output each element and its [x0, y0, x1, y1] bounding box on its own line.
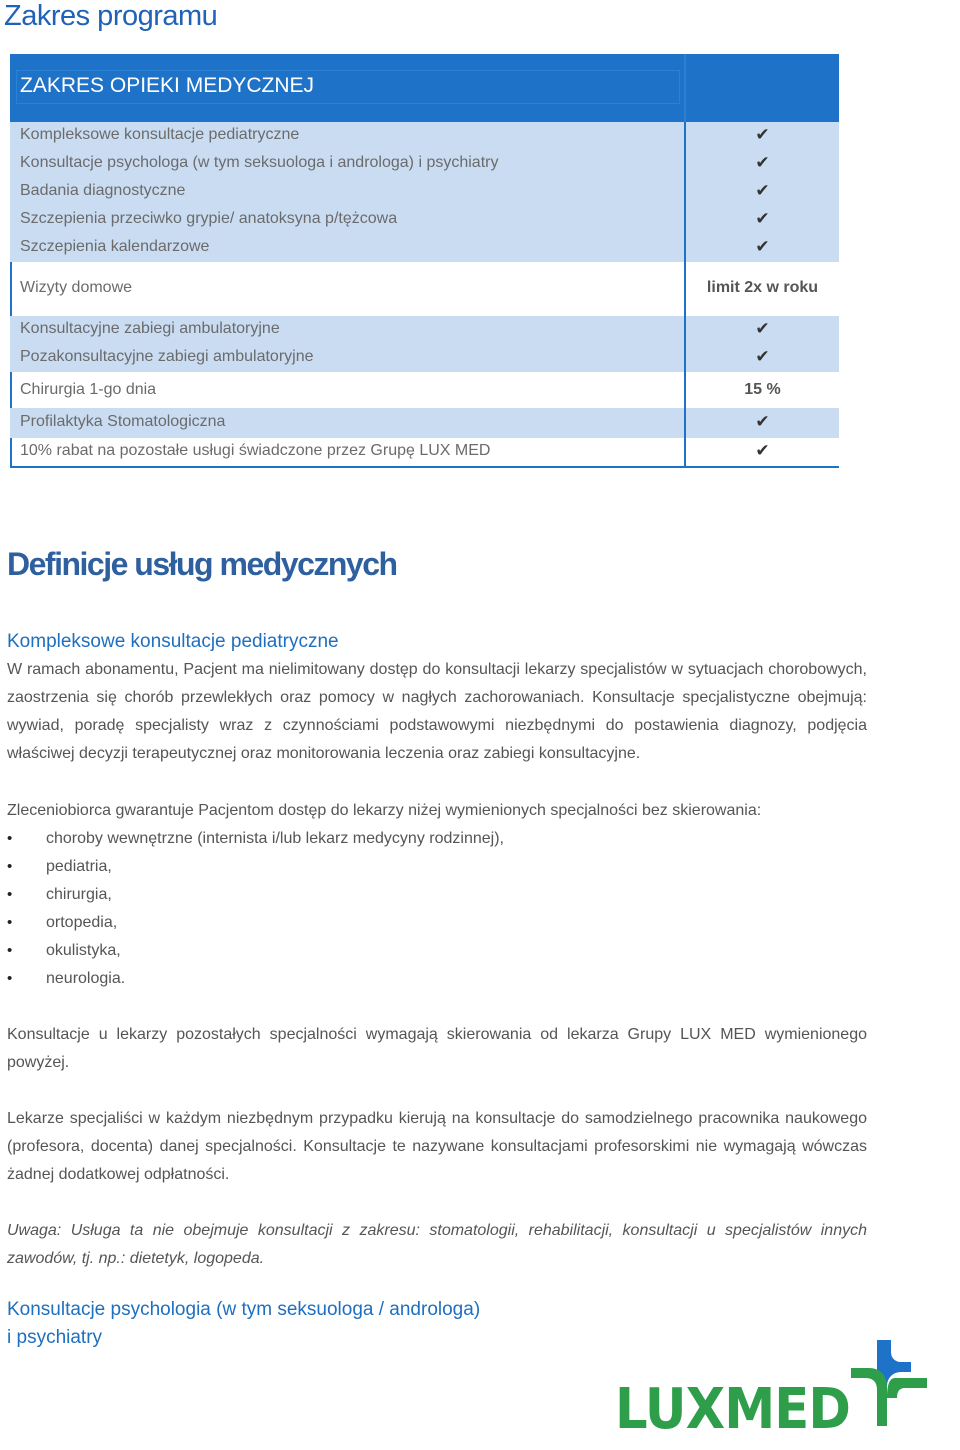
row-value: 15 % [744, 381, 781, 398]
list-item: • okulistyka, [7, 937, 504, 965]
list-item: • pediatria, [7, 853, 504, 881]
table-row [10, 122, 839, 150]
table-header-title: ZAKRES OPIEKI MEDYCZNEJ [20, 74, 315, 97]
list-item: • chirurgia, [7, 881, 504, 909]
table-row [10, 206, 839, 234]
page-title: Zakres programu [4, 0, 218, 32]
table-row [10, 344, 839, 372]
row-label: Konsultacyjne zabiegi ambulatoryjne [20, 320, 280, 337]
paragraph: Konsultacje u lekarzy pozostałych specjalności wymagają skierowania od lekarza Grupy LUX MED wymienionego powyżej. [7, 1026, 867, 1071]
check-icon: ✔ [755, 181, 770, 200]
subsection-title: Kompleksowe konsultacje pediatryczne [7, 631, 339, 652]
subsection-title-line: i psychiatry [7, 1327, 103, 1348]
table-row [10, 234, 839, 262]
table-row [10, 178, 839, 206]
subsection-title-line: Konsultacje psychologia (w tym seksuologa / androloga) [7, 1299, 481, 1320]
coverage-table [10, 54, 839, 468]
row-label: Szczepienia przeciwko grypie/ anatoksyna p/tężcowa [20, 210, 398, 227]
table-row [10, 372, 839, 408]
row-value: limit 2x w roku [706, 279, 819, 296]
check-icon: ✔ [755, 153, 770, 172]
row-label: Szczepienia kalendarzowe [20, 238, 210, 255]
row-label: Konsultacje psychologa (w tym seksuologa i androloga) i psychiatry [20, 154, 499, 171]
check-icon: ✔ [755, 347, 770, 366]
check-icon: ✔ [755, 441, 770, 460]
row-label: Badania diagnostyczne [20, 182, 186, 199]
cross-icon [851, 1340, 927, 1426]
subsection-title [7, 1296, 480, 1352]
table-header [10, 54, 839, 122]
row-label: 10% rabat na pozostałe usługi świadczone przez Grupę LUX MED [20, 442, 491, 459]
table-row [10, 262, 839, 316]
note: Uwaga: Usługa ta nie obejmuje konsultacji z zakresu: stomatologii, rehabilitacji, konsultacji u specjalistów innych zawodów, tj. np.: dietetyk, logopeda. [7, 1222, 867, 1267]
table-row [10, 150, 839, 178]
row-label: Chirurgia 1-go dnia [20, 381, 157, 398]
check-icon: ✔ [755, 319, 770, 338]
row-label: Wizyty domowe [20, 279, 133, 296]
row-label: Kompleksowe konsultacje pediatryczne [20, 126, 300, 143]
check-icon: ✔ [755, 237, 770, 256]
row-label: Pozakonsultacyjne zabiegi ambulatoryjne [20, 348, 314, 365]
column-divider [684, 122, 686, 468]
logo-text: LUXMED [615, 1377, 850, 1438]
paragraph: Zleceniobiorca gwarantuje Pacjentom dostęp do lekarzy niżej wymienionych specjalności bez skierowania: [7, 802, 762, 819]
paragraph: W ramach abonamentu, Pacjent ma nielimitowany dostęp do konsultacji lekarzy specjalistów w sytuacjach chorobowych, zaostrzenia się chorób przewlekłych oraz pomocy w nagłych zachorowaniach. Konsultacje specjalistyczne obejmują: wywiad, poradę specjalisty wraz z czynnościami podstawowymi niezbędnymi do postawienia diagnozy, podjęcia właściwej decyzji terapeutycznej oraz monitorowania leczenia oraz zabiegi konsultacyjne. [7, 661, 867, 762]
table-row [10, 316, 839, 344]
paragraph: Lekarze specjaliści w każdym niezbędnym przypadku kierują na konsultacje do samodzielnego pracownika naukowego (profesora, docenta) danej specjalności. Konsultacje te nazywane konsultacjami profesorskimi nie wymagają wówczas żadnej dodatkowej odpłatności. [7, 1110, 867, 1183]
table-header-divider [684, 54, 686, 122]
list-item: • neurologia. [7, 965, 504, 993]
list-item: • ortopedia, [7, 909, 504, 937]
check-icon: ✔ [755, 412, 770, 431]
section-heading: Definicje usług medycznych [7, 546, 397, 582]
table-row [10, 408, 839, 438]
luxmed-logo-graphic [615, 1338, 930, 1438]
check-icon: ✔ [755, 125, 770, 144]
list-item: • choroby wewnętrzne (internista i/lub lekarz medycyny rodzinnej), [7, 825, 504, 853]
table-row [10, 438, 839, 468]
row-label: Profilaktyka Stomatologiczna [20, 413, 226, 430]
specialty-list [7, 825, 504, 993]
luxmed-logo [615, 1338, 930, 1438]
check-icon: ✔ [755, 209, 770, 228]
